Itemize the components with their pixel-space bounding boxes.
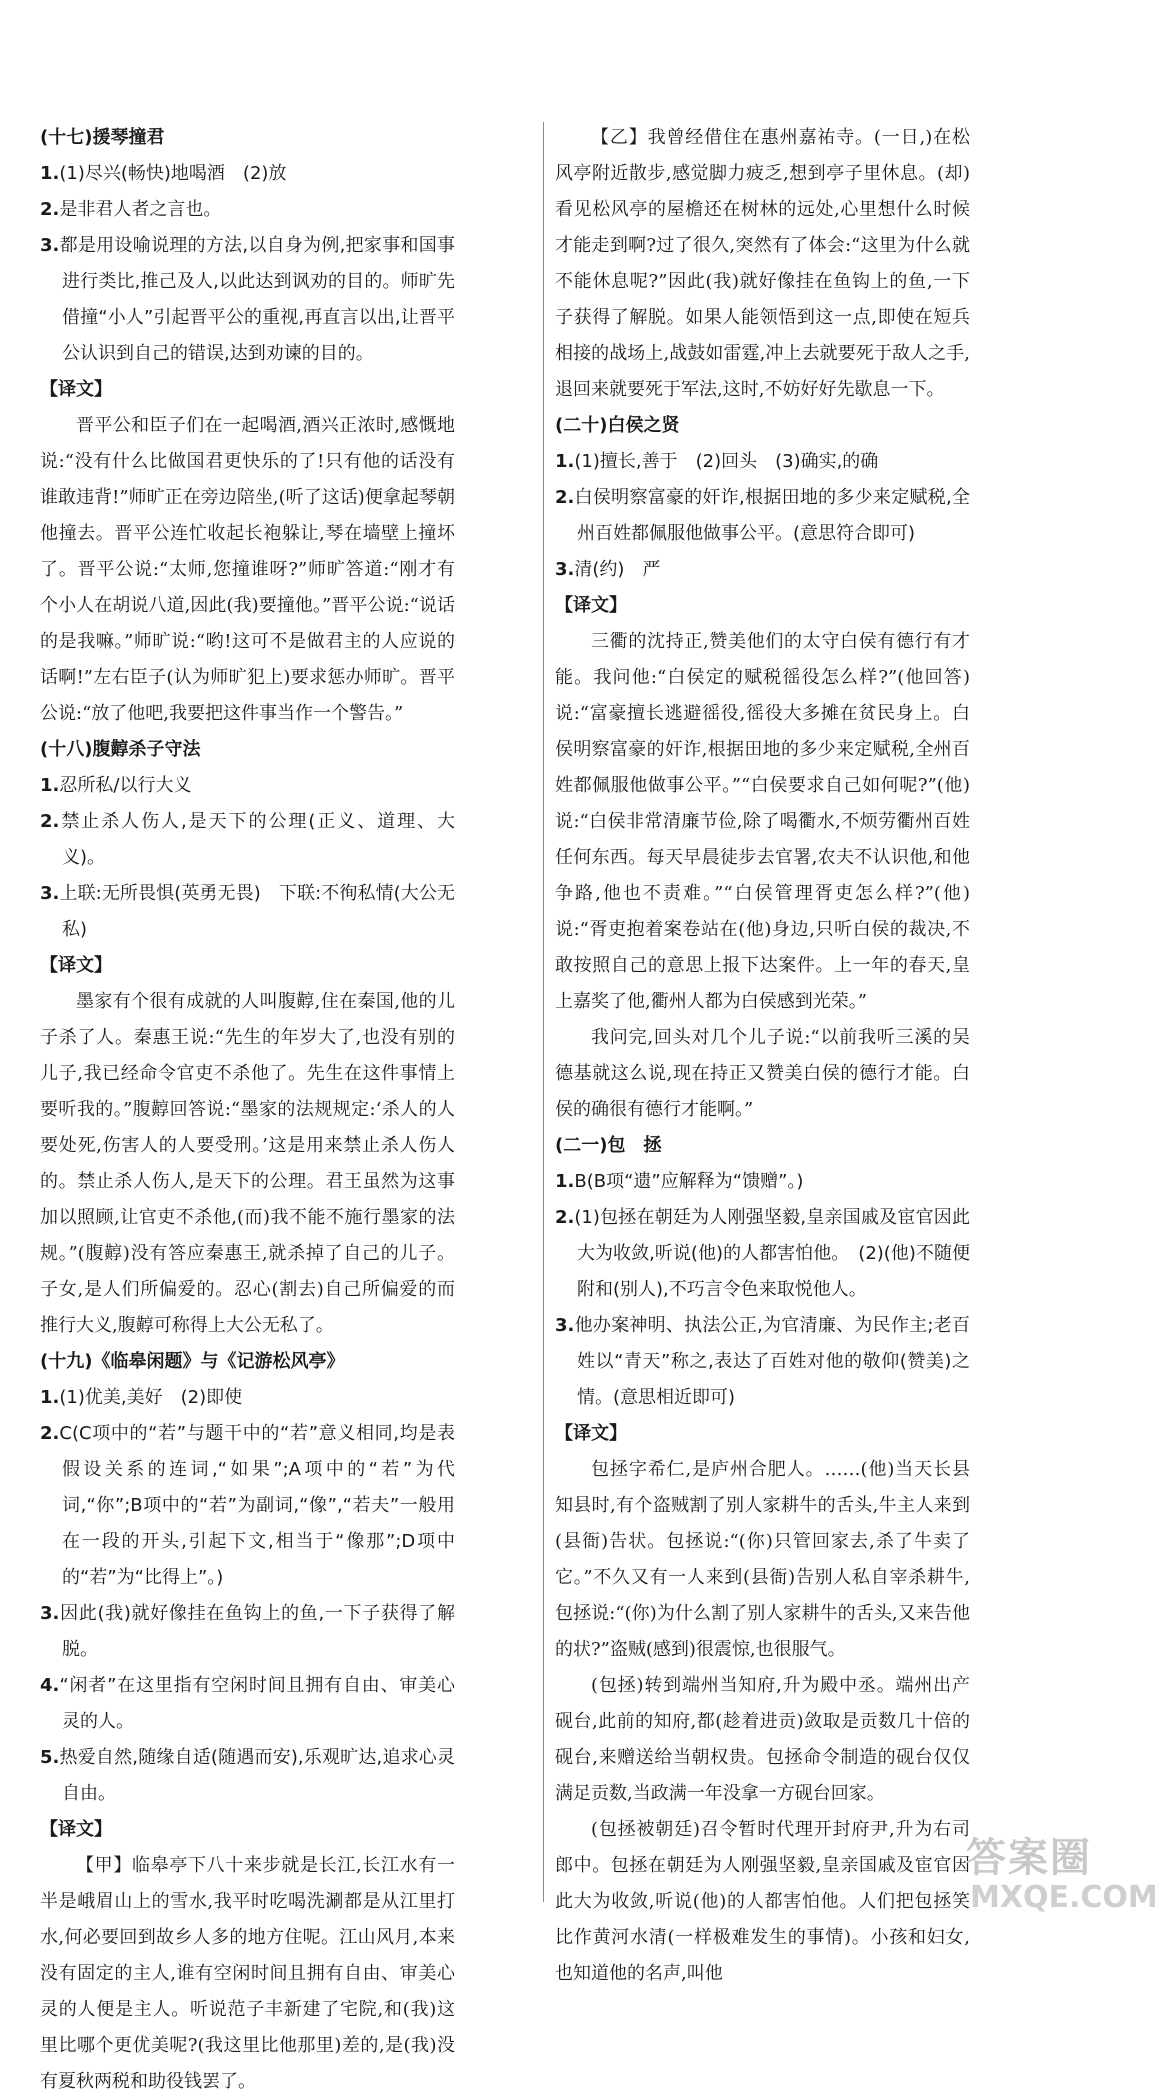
answer-item [40,1380,455,1416]
answer-text: 忍所私/以行大义 [59,775,192,796]
column-divider [543,122,544,1902]
answer-text: 都是用设喻说理的方法,以自身为例,把家事和国事进行类比,推己及人,以此达到讽劝的目的。师旷先借撞“小人”引起晋平公的重视,再直言以出,让晋平公认识到自己的错误,达到劝谏的目的。 [59,235,455,364]
section-title-19: (十九)《临皋闲题》与《记游松风亭》 [40,1351,345,1372]
answer-number: 3. [555,559,575,580]
answer-number: 3. [40,235,60,256]
watermark-brand: 答案圈 [966,1835,1092,1881]
translation-label: 【译文】 [40,379,112,400]
answer-item [40,1740,455,1812]
answer-number: 3. [40,883,60,904]
answer-text: (1)擅长,善于 (2)回头 (3)确实,的确 [574,451,879,472]
translation-paragraph: 我问完,回头对几个儿子说:“以前我听三溪的吴德基就这么说,现在持正又赞美白侯的德行才能。白侯的确很有德行才能啊。” [555,1027,970,1120]
answer-text: C(C项中的“若”与题干中的“若”意义相同,均是表假设关系的连词,“如果”;A项中的“若”为代词,“你”;B项中的“若”为副词,“像”,“若夫”一般用在一段的开头,引起下文,相当于“像那”;D项中的“若”为“比得上”。) [59,1423,455,1588]
answer-text: “闲者”在这里指有空闲时间且拥有自由、审美心灵的人。 [59,1675,455,1732]
answer-item [40,156,455,192]
answer-number: 2. [40,811,60,832]
answer-text: 因此(我)就好像挂在鱼钩上的鱼,一下子获得了解脱。 [59,1603,455,1660]
answer-text: (1)尽兴(畅快)地喝酒 (2)放 [59,163,287,184]
answer-text: B(B项“遗”应解释为“馈赠”。) [574,1171,804,1192]
answer-number: 3. [40,1603,60,1624]
answer-number: 1. [40,775,60,796]
answer-text: 热爱自然,随缘自适(随遇而安),乐观旷达,追求心灵自由。 [59,1747,455,1804]
answer-number: 3. [555,1315,575,1336]
translation-label: 【译文】 [555,595,627,616]
answer-number: 2. [555,487,575,508]
answer-item [555,1200,970,1308]
answer-text: (1)包拯在朝廷为人刚强坚毅,皇亲国戚及宦官因此大为收敛,听说(他)的人都害怕他。 (2)(他)不随便附和(别人),不巧言令色来取悦他人。 [574,1207,970,1300]
answer-number: 2. [555,1207,575,1228]
translation-label: 【译文】 [40,1819,112,1840]
translation-paragraph: 晋平公和臣子们在一起喝酒,酒兴正浓时,感慨地说:“没有什么比做国君更快乐的了!只有他的话没有谁敢违背!”师旷正在旁边陪坐,(听了这话)便拿起琴朝他撞去。晋平公连忙收起长袍躲让,琴在墙壁上撞坏了。晋平公说:“太师,您撞谁呀?”师旷答道:“刚才有个小人在胡说八道,因此(我)要撞他。”晋平公说:“说话的是我嘛。”师旷说:“哟!这可不是做君主的人应说的话啊!”左右臣子(认为师旷犯上)要求惩办师旷。晋平公说:“放了他吧,我要把这件事当作一个警告。” [40,415,455,724]
answer-item [555,444,970,480]
answer-item [555,1164,970,1200]
answer-number: 1. [555,451,575,472]
translation-paragraph: (包拯被朝廷)召令暂时代理开封府尹,升为右司郎中。包拯在朝廷为人刚强坚毅,皇亲国戚及宦官因此大为收敛,听说(他)的人都害怕他。人们把包拯笑比作黄河水清(一样极难发生的事情)。小孩和妇女,也知道他的名声,叫他 [555,1819,970,1984]
translation-paragraph: 墨家有个很有成就的人叫腹䵍,住在秦国,他的儿子杀了人。秦惠王说:“先生的年岁大了,也没有别的儿子,我已经命令官吏不杀他了。先生在这件事情上要听我的。”腹䵍回答说:“墨家的法规规定:‘杀人的人要处死,伤害人的人要受刑。’这是用来禁止杀人伤人的。禁止杀人伤人,是天下的公理。君王虽然为这事加以照顾,让官吏不杀他,(而)我不能不施行墨家的法规。”(腹䵍)没有答应秦惠王,就杀掉了自己的儿子。子女,是人们所偏爱的。忍心(割去)自己所偏爱的而推行大义,腹䵍可称得上大公无私了。 [40,991,455,1336]
answer-item [40,1416,455,1596]
answer-item [555,552,970,588]
answer-item [40,804,455,876]
answer-item [40,768,455,804]
answer-text: 他办案神明、执法公正,为官清廉、为民作主;老百姓以“青天”称之,表达了百姓对他的敬仰(赞美)之情。(意思相近即可) [574,1315,970,1408]
answer-number: 2. [40,1423,60,1444]
section-title-21: (二一)包 拯 [555,1135,662,1156]
answer-number: 1. [555,1171,575,1192]
answer-number: 1. [40,1387,60,1408]
answer-number: 4. [40,1675,60,1696]
section-title-18: (十八)腹䵍杀子守法 [40,739,201,760]
answer-text: 上联:无所畏惧(英勇无畏) 下联:不徇私情(大公无私) [59,883,455,940]
translation-paragraph: 【乙】我曾经借住在惠州嘉祐寺。(一日,)在松风亭附近散步,感觉脚力疲乏,想到亭子里休息。(却)看见松风亭的屋檐还在树林的远处,心里想什么时候才能走到啊?过了很久,突然有了体会:“这里为什么就不能休息呢?”因此(我)就好像挂在鱼钩上的鱼,一下子获得了解脱。如果人能领悟到这一点,即使在短兵相接的战场上,战鼓如雷霆,冲上去就要死于敌人之手,退回来就要死于军法,这时,不妨好好先歇息一下。 [555,127,970,400]
answer-item [40,876,455,948]
answer-text: 禁止杀人伤人,是天下的公理(正义、道理、大义)。 [59,811,455,868]
translation-paragraph: 【甲】临皋亭下八十来步就是长江,长江水有一半是峨眉山上的雪水,我平时吃喝洗涮都是从江里打水,何必要回到故乡人多的地方住呢。江山风月,本来没有固定的主人,谁有空闲时间且拥有自由、审美心灵的人便是主人。听说范子丰新建了宅院,和(我)这里比哪个更优美呢?(我这里比他那里)差的,是(我)没有夏秋两税和助役钱罢了。 [40,1855,455,2092]
answer-item [40,1668,455,1740]
left-column [40,120,455,2100]
answer-number: 2. [40,199,60,220]
right-column [555,120,970,1992]
translation-paragraph: 三衢的沈持正,赞美他们的太守白侯有德行有才能。我问他:“白侯定的赋税徭役怎么样?”(他回答)说:“富豪擅长逃避徭役,徭役大多摊在贫民身上。白侯明察富豪的奸诈,根据田地的多少来定赋税,全州百姓都佩服他做事公平。”“白侯要求自己如何呢?”(他)说:“白侯非常清廉节俭,除了喝衢水,不烦劳衢州百姓任何东西。每天早晨徒步去官署,农夫不认识他,和他争路,他也不责难。”“白侯管理胥吏怎么样?”(他)说:“胥吏抱着案卷站在(他)身边,只听白侯的裁决,不敢按照自己的意思上报下达案件。上一年的春天,皇上嘉奖了他,衢州人都为白侯感到光荣。” [555,631,970,1012]
answer-text: 清(约) 严 [574,559,661,580]
translation-label: 【译文】 [555,1423,627,1444]
answer-text: (1)优美,美好 (2)即使 [59,1387,243,1408]
answer-item [40,1596,455,1668]
answer-text: 是非君人者之言也。 [59,199,222,220]
answer-item [40,192,455,228]
section-title-17: (十七)援琴撞君 [40,127,165,148]
answer-item [40,228,455,372]
answer-number: 5. [40,1747,60,1768]
section-title-20: (二十)白侯之贤 [555,415,680,436]
translation-paragraph: (包拯)转到端州当知府,升为殿中丞。端州出产砚台,此前的知府,都(趁着进贡)敛取是贡数几十倍的砚台,来赠送给当朝权贵。包拯命令制造的砚台仅仅满足贡数,当政满一年没拿一方砚台回家。 [555,1675,970,1804]
translation-paragraph: 包拯字希仁,是庐州合肥人。……(他)当天长县知县时,有个盗贼割了别人家耕牛的舌头,牛主人来到(县衙)告状。包拯说:“(你)只管回家去,杀了牛卖了它。”不久又有一人来到(县衙)告别人私自宰杀耕牛,包拯说:“(你)为什么割了别人家耕牛的舌头,又来告他的状?”盗贼(感到)很震惊,也很服气。 [555,1459,970,1660]
watermark-logo [958,1833,1158,1913]
answer-text: 白侯明察富豪的奸诈,根据田地的多少来定赋税,全州百姓都佩服他做事公平。(意思符合即可) [574,487,970,544]
watermark-url: MXQE.COM [970,1880,1158,1913]
translation-label: 【译文】 [40,955,112,976]
answer-item [555,480,970,552]
answer-number: 1. [40,163,60,184]
answer-item [555,1308,970,1416]
